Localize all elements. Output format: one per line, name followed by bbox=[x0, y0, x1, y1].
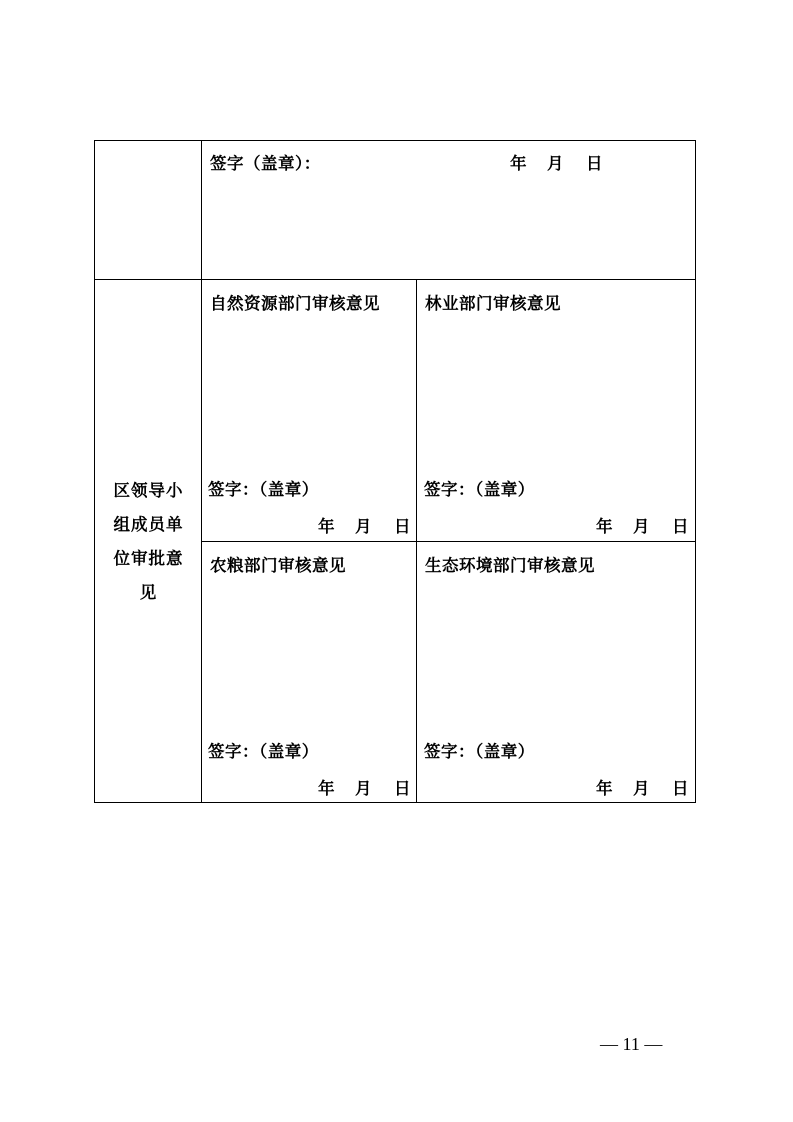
date-month: 月 bbox=[633, 779, 650, 798]
row-header-line: 见 bbox=[139, 583, 158, 602]
date-month: 月 bbox=[633, 517, 650, 536]
ecology-signature: 签字：（盖章） bbox=[424, 742, 535, 761]
table-row-divider bbox=[94, 279, 696, 280]
agriculture-signature: 签字：（盖章） bbox=[208, 742, 319, 761]
page-number: — 11 — bbox=[600, 1034, 663, 1054]
table-column-divider bbox=[201, 140, 202, 803]
agriculture-title: 农粮部门审核意见 bbox=[210, 556, 346, 575]
date-day: 日 bbox=[672, 517, 689, 536]
natural-resources-title: 自然资源部门审核意见 bbox=[210, 294, 380, 313]
row-header-line: 区领导小 bbox=[113, 481, 184, 500]
natural-resources-signature: 签字：（盖章） bbox=[208, 480, 319, 499]
date-day: 日 bbox=[394, 517, 411, 536]
date-day: 日 bbox=[394, 779, 411, 798]
table-border-left bbox=[94, 140, 95, 803]
date-year: 年 bbox=[318, 517, 335, 536]
row-header-line: 组成员单 bbox=[113, 515, 184, 534]
table-border-top bbox=[94, 140, 696, 141]
top-signature-label: 签字（盖章）： bbox=[210, 154, 321, 173]
date-month: 月 bbox=[355, 517, 372, 536]
date-day: 日 bbox=[672, 779, 689, 798]
date-year: 年 bbox=[596, 517, 613, 536]
date-month: 月 bbox=[547, 154, 564, 173]
row-header-line: 位审批意 bbox=[113, 549, 184, 568]
row-header-leadership-approval bbox=[96, 474, 201, 610]
date-day: 日 bbox=[586, 154, 603, 173]
forestry-signature: 签字：（盖章） bbox=[424, 480, 535, 499]
ecology-title: 生态环境部门审核意见 bbox=[425, 556, 595, 575]
table-border-bottom bbox=[94, 802, 696, 803]
forestry-title: 林业部门审核意见 bbox=[425, 294, 561, 313]
table-cell-divider bbox=[202, 541, 696, 542]
table-cell-divider-vertical bbox=[416, 279, 417, 803]
date-year: 年 bbox=[596, 779, 613, 798]
date-year: 年 bbox=[318, 779, 335, 798]
date-year: 年 bbox=[510, 154, 527, 173]
table-border-right bbox=[695, 140, 696, 803]
date-month: 月 bbox=[355, 779, 372, 798]
